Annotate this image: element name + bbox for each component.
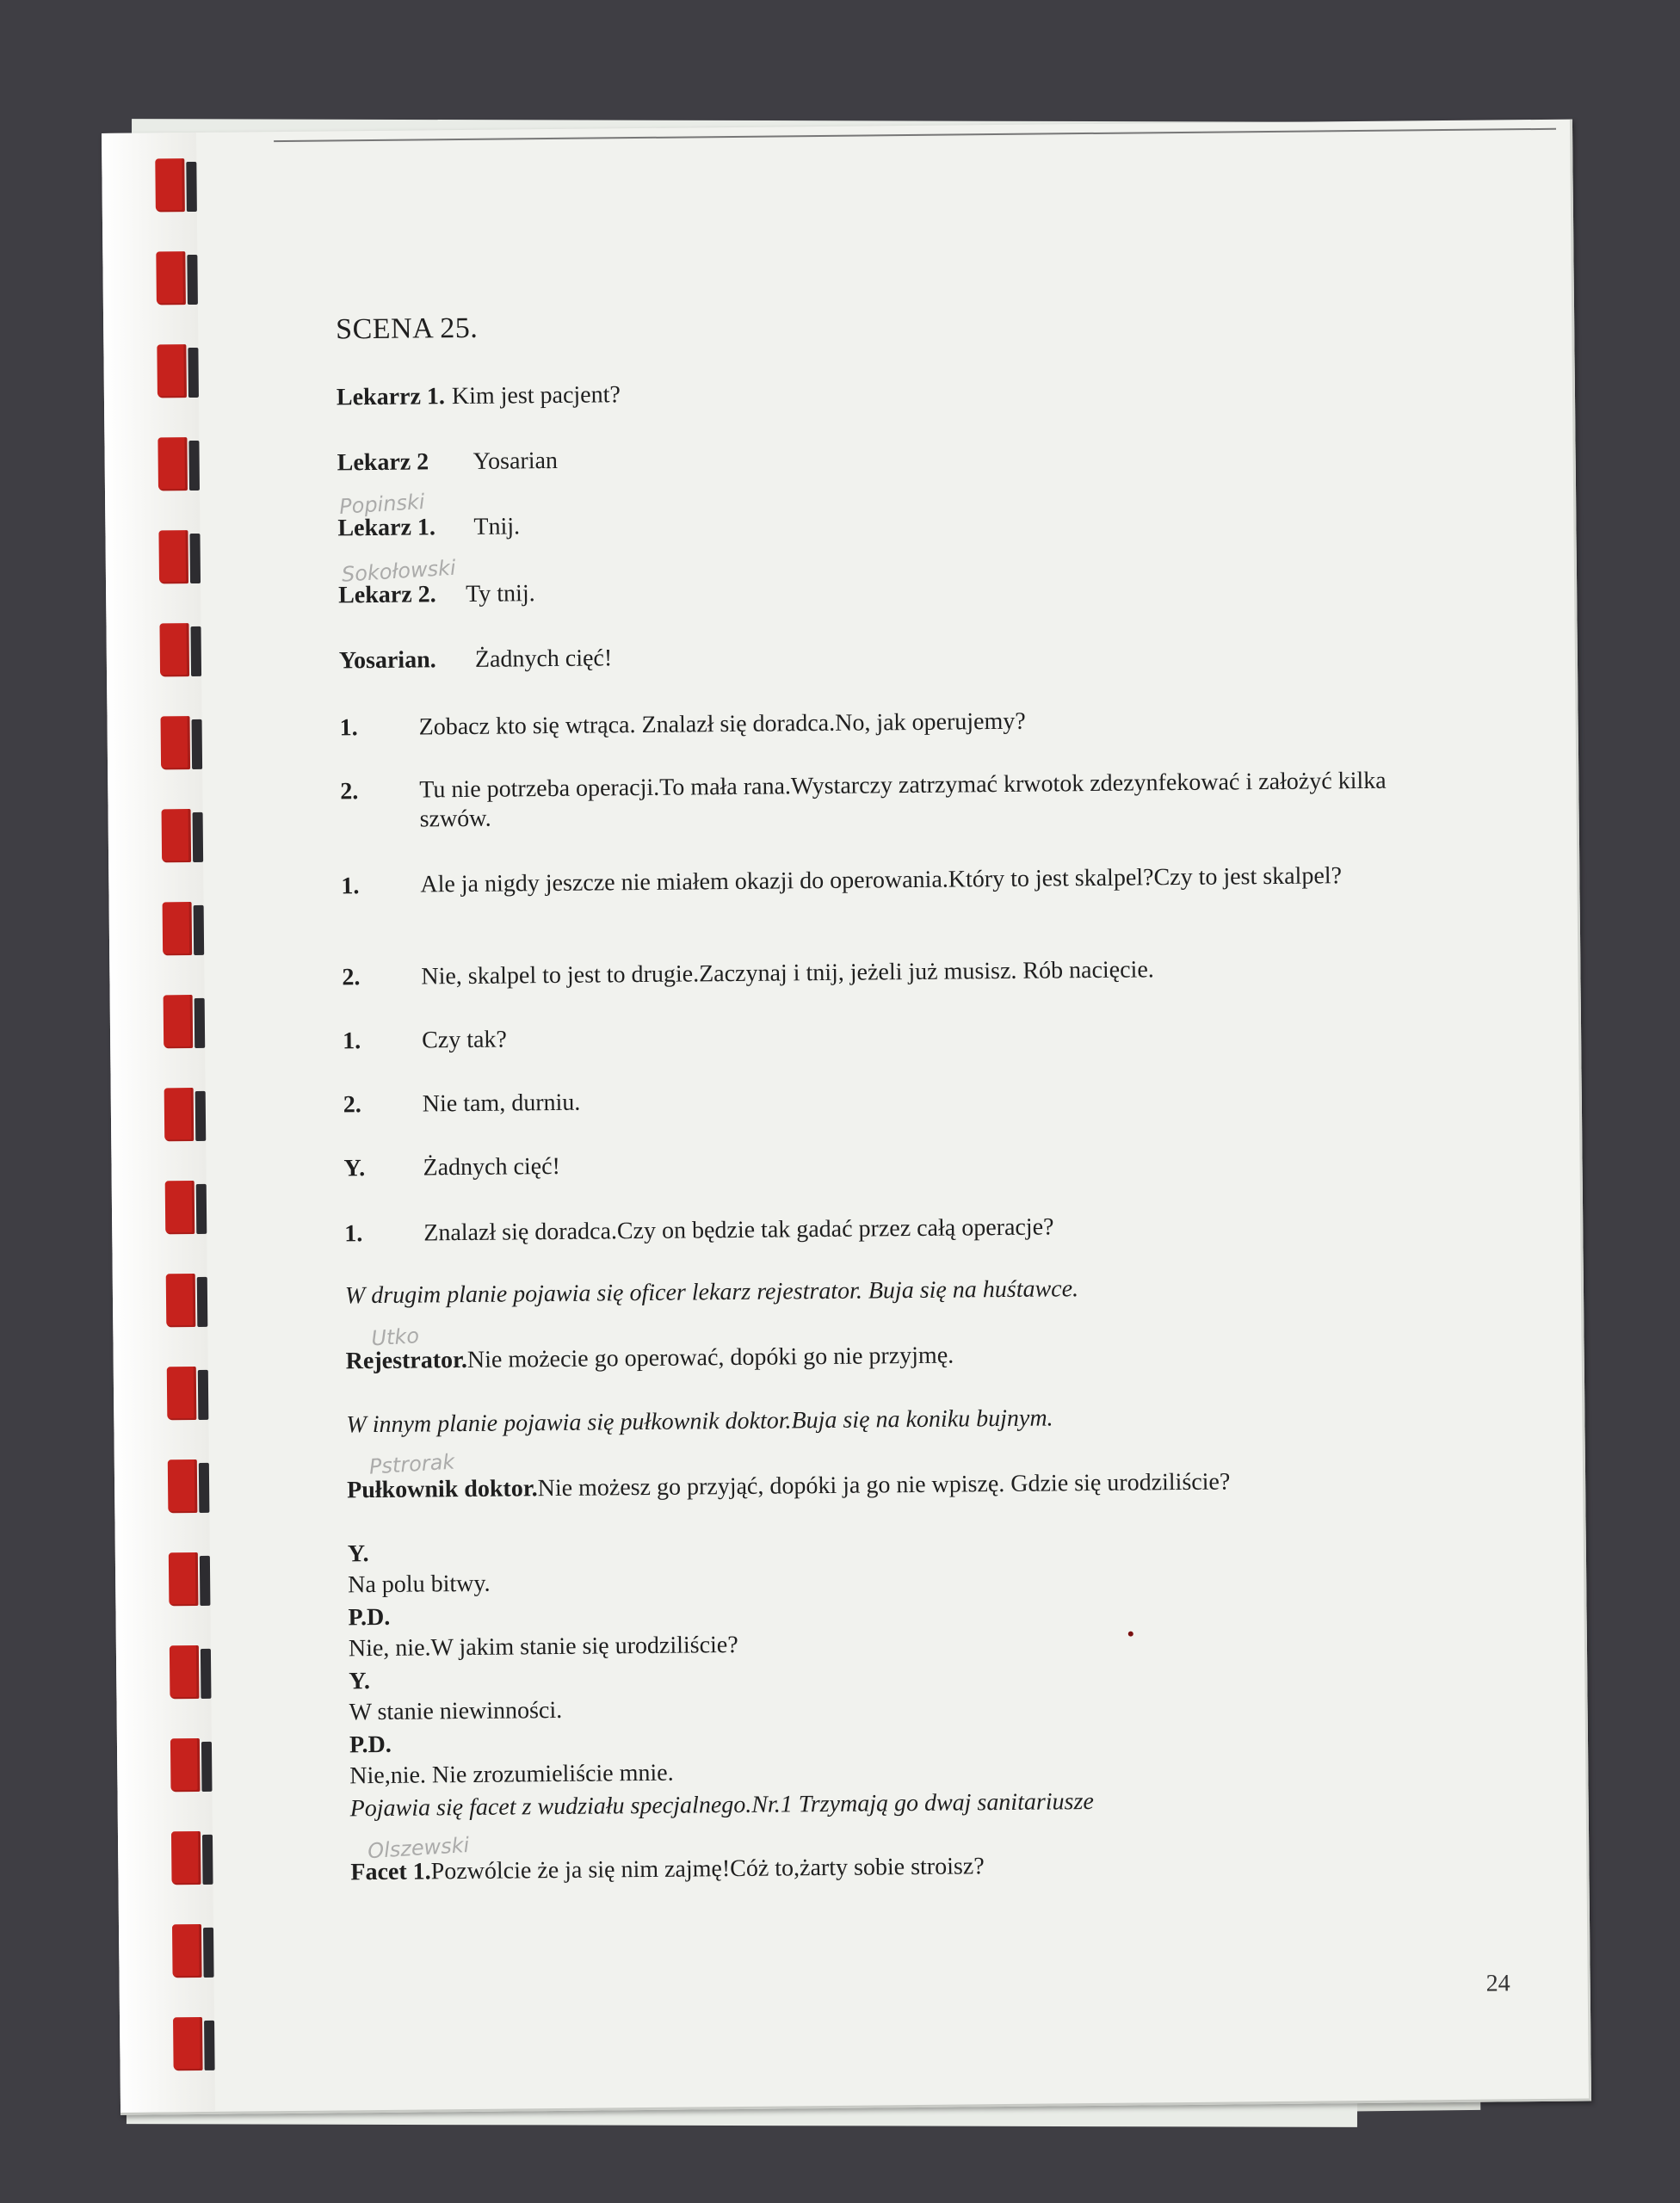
dialogue-text: Żadnych cięć! <box>423 1152 561 1182</box>
stage-direction: Pojawia się facet z wudziału specjalnego.Nr.1 Trzymają go dwaj sanitariusze <box>349 1788 1094 1823</box>
binding-ring-icon <box>168 1459 213 1513</box>
handwritten-note: Sokołowski <box>341 555 457 587</box>
binding-ring-icon <box>171 1831 217 1885</box>
speaker-name: Y. <box>343 1155 366 1182</box>
speaker-name: 2. <box>342 964 361 991</box>
dialogue-line <box>347 1465 1414 1506</box>
speaker-name: Y. <box>349 1668 371 1695</box>
binding-ring-icon <box>164 995 209 1048</box>
speaker-name: Facet 1. <box>350 1858 431 1886</box>
speaker-name: Rejestrator. <box>345 1346 468 1375</box>
dialogue-line <box>337 503 1405 544</box>
dialogue-text: Kim jest pacjent? <box>451 381 621 410</box>
dialogue-line <box>348 1592 1416 1664</box>
dialogue-line <box>340 766 1408 835</box>
speaker-name: Lekarz 2. <box>338 581 436 609</box>
script-content <box>334 120 1541 2110</box>
stage-direction: W innym planie pojawia się pułkownik doktor.Buja się na koniku bujnym. <box>346 1404 1053 1439</box>
dialogue-line <box>338 570 1405 611</box>
handwritten-note: Utko <box>370 1324 420 1351</box>
dialogue-text: Ale ja nigdy jeszcze nie miałem okazji do operowania.Który to jest skalpel?Czy to jest skalpel? <box>420 862 1343 898</box>
handwritten-note: Pstrorak <box>368 1449 456 1479</box>
speaker-name: Yosarian. <box>338 646 436 675</box>
binding-spine <box>102 133 215 2113</box>
speaker-name: 2. <box>343 1091 361 1119</box>
dialogue-text: Tu nie potrzeba operacji.To mała rana.Wystarczy zatrzymać krwotok zdezynfekować i założyć kilka szwów. <box>419 767 1387 833</box>
dialogue-text: Żadnych cięć! <box>474 645 613 673</box>
speaker-name: Pułkownik doktor. <box>347 1475 538 1504</box>
dialogue-text: W stanie niewinności. <box>349 1696 563 1726</box>
binding-ring-icon <box>163 902 208 955</box>
dialogue-line <box>337 437 1405 478</box>
binding-ring-icon <box>169 1552 214 1606</box>
binding-ring-icon <box>162 809 207 862</box>
handwritten-note: Olszewski <box>367 1832 471 1864</box>
dialogue-text: Tnij. <box>473 513 521 540</box>
dialogue-line <box>343 1015 1410 1057</box>
binding-ring-icon <box>159 623 205 676</box>
speaker-name: Y. <box>347 1540 369 1568</box>
dialogue-text: Znalazł się doradca.Czy on będzie tak gadać przez całą operacje? <box>423 1213 1054 1247</box>
speaker-name: 1. <box>341 873 360 900</box>
binding-ring-icon <box>161 716 207 769</box>
ink-spot <box>1128 1632 1133 1637</box>
dialogue-line <box>343 1079 1411 1120</box>
speaker-name: Lekarz 1. <box>337 514 436 542</box>
dialogue-line <box>349 1656 1417 1728</box>
binding-ring-icon <box>167 1367 213 1420</box>
dialogue-line <box>349 1719 1418 1792</box>
speaker-name: 2. <box>340 778 359 805</box>
speaker-name: P.D. <box>348 1603 391 1632</box>
handwritten-note: Popinski <box>338 489 426 519</box>
dialogue-text: Nie, nie.W jakim stanie się urodziliście? <box>348 1631 738 1663</box>
dialogue-text: Na polu bitwy. <box>348 1570 491 1599</box>
dialogue-text: Nie możesz go przyjąć, dopóki ja go nie wpiszę. Gdzie się urodziliście? <box>537 1468 1231 1503</box>
dialogue-text: Zobacz kto się wtrąca. Znalazł się doradca.No, jak operujemy? <box>418 707 1026 741</box>
binding-ring-icon <box>164 1088 210 1141</box>
dialogue-text: Nie tam, durniu. <box>422 1089 581 1118</box>
scene-title: SCENA 25. <box>336 312 479 346</box>
binding-ring-icon <box>157 344 202 398</box>
binding-ring-icon <box>155 158 201 212</box>
dialogue-line <box>344 1208 1411 1250</box>
dialogue-line <box>348 1528 1416 1601</box>
dialogue-text: Pozwólcie że ja się nim zajmę!Cóż to,żarty sobie stroisz? <box>430 1853 985 1885</box>
dialogue-text: Nie, skalpel to jest to drugie.Zaczynaj i tnij, jeżeli już musisz. Rób nacięcie. <box>421 956 1154 990</box>
page-number: 24 <box>1485 1970 1510 1997</box>
dialogue-text: Yosarian <box>472 447 559 475</box>
stage-direction: W drugim planie pojawia się oficer lekarz rejestrator. Buja się na huśtawce. <box>344 1275 1079 1310</box>
dialogue-line <box>342 952 1409 993</box>
binding-ring-icon <box>166 1274 212 1327</box>
dialogue-text: Czy tak? <box>421 1026 508 1054</box>
dialogue-text: Nie,nie. Nie zrozumieliście mnie. <box>349 1759 674 1790</box>
binding-ring-icon <box>173 2017 219 2070</box>
dialogue-line <box>343 1143 1411 1184</box>
binding-ring-icon <box>156 251 201 305</box>
binding-ring-icon <box>165 1181 211 1234</box>
dialogue-line <box>339 635 1406 676</box>
document-page <box>102 120 1591 2115</box>
speaker-name: P.D. <box>349 1731 392 1759</box>
binding-ring-icon <box>172 1924 218 1978</box>
speaker-name: 1. <box>339 714 358 742</box>
dialogue-line <box>350 1847 1418 1888</box>
dialogue-line <box>346 1336 1413 1377</box>
dialogue-line <box>339 702 1406 744</box>
dialogue-text: Nie możecie go operować, dopóki go nie przyjmę. <box>466 1342 954 1373</box>
dialogue-line <box>341 861 1408 902</box>
speaker-name: 1. <box>342 1027 361 1055</box>
binding-ring-icon <box>158 437 203 491</box>
speaker-name: Lekarrz 1. <box>336 383 446 411</box>
speaker-name: Lekarz 2 <box>337 448 429 477</box>
dialogue-line <box>337 372 1404 413</box>
dialogue-text: Ty tnij. <box>466 580 535 608</box>
speaker-name: 1. <box>344 1220 363 1248</box>
binding-ring-icon <box>170 1645 215 1699</box>
binding-ring-icon <box>158 530 204 583</box>
binding-ring-icon <box>170 1738 216 1792</box>
